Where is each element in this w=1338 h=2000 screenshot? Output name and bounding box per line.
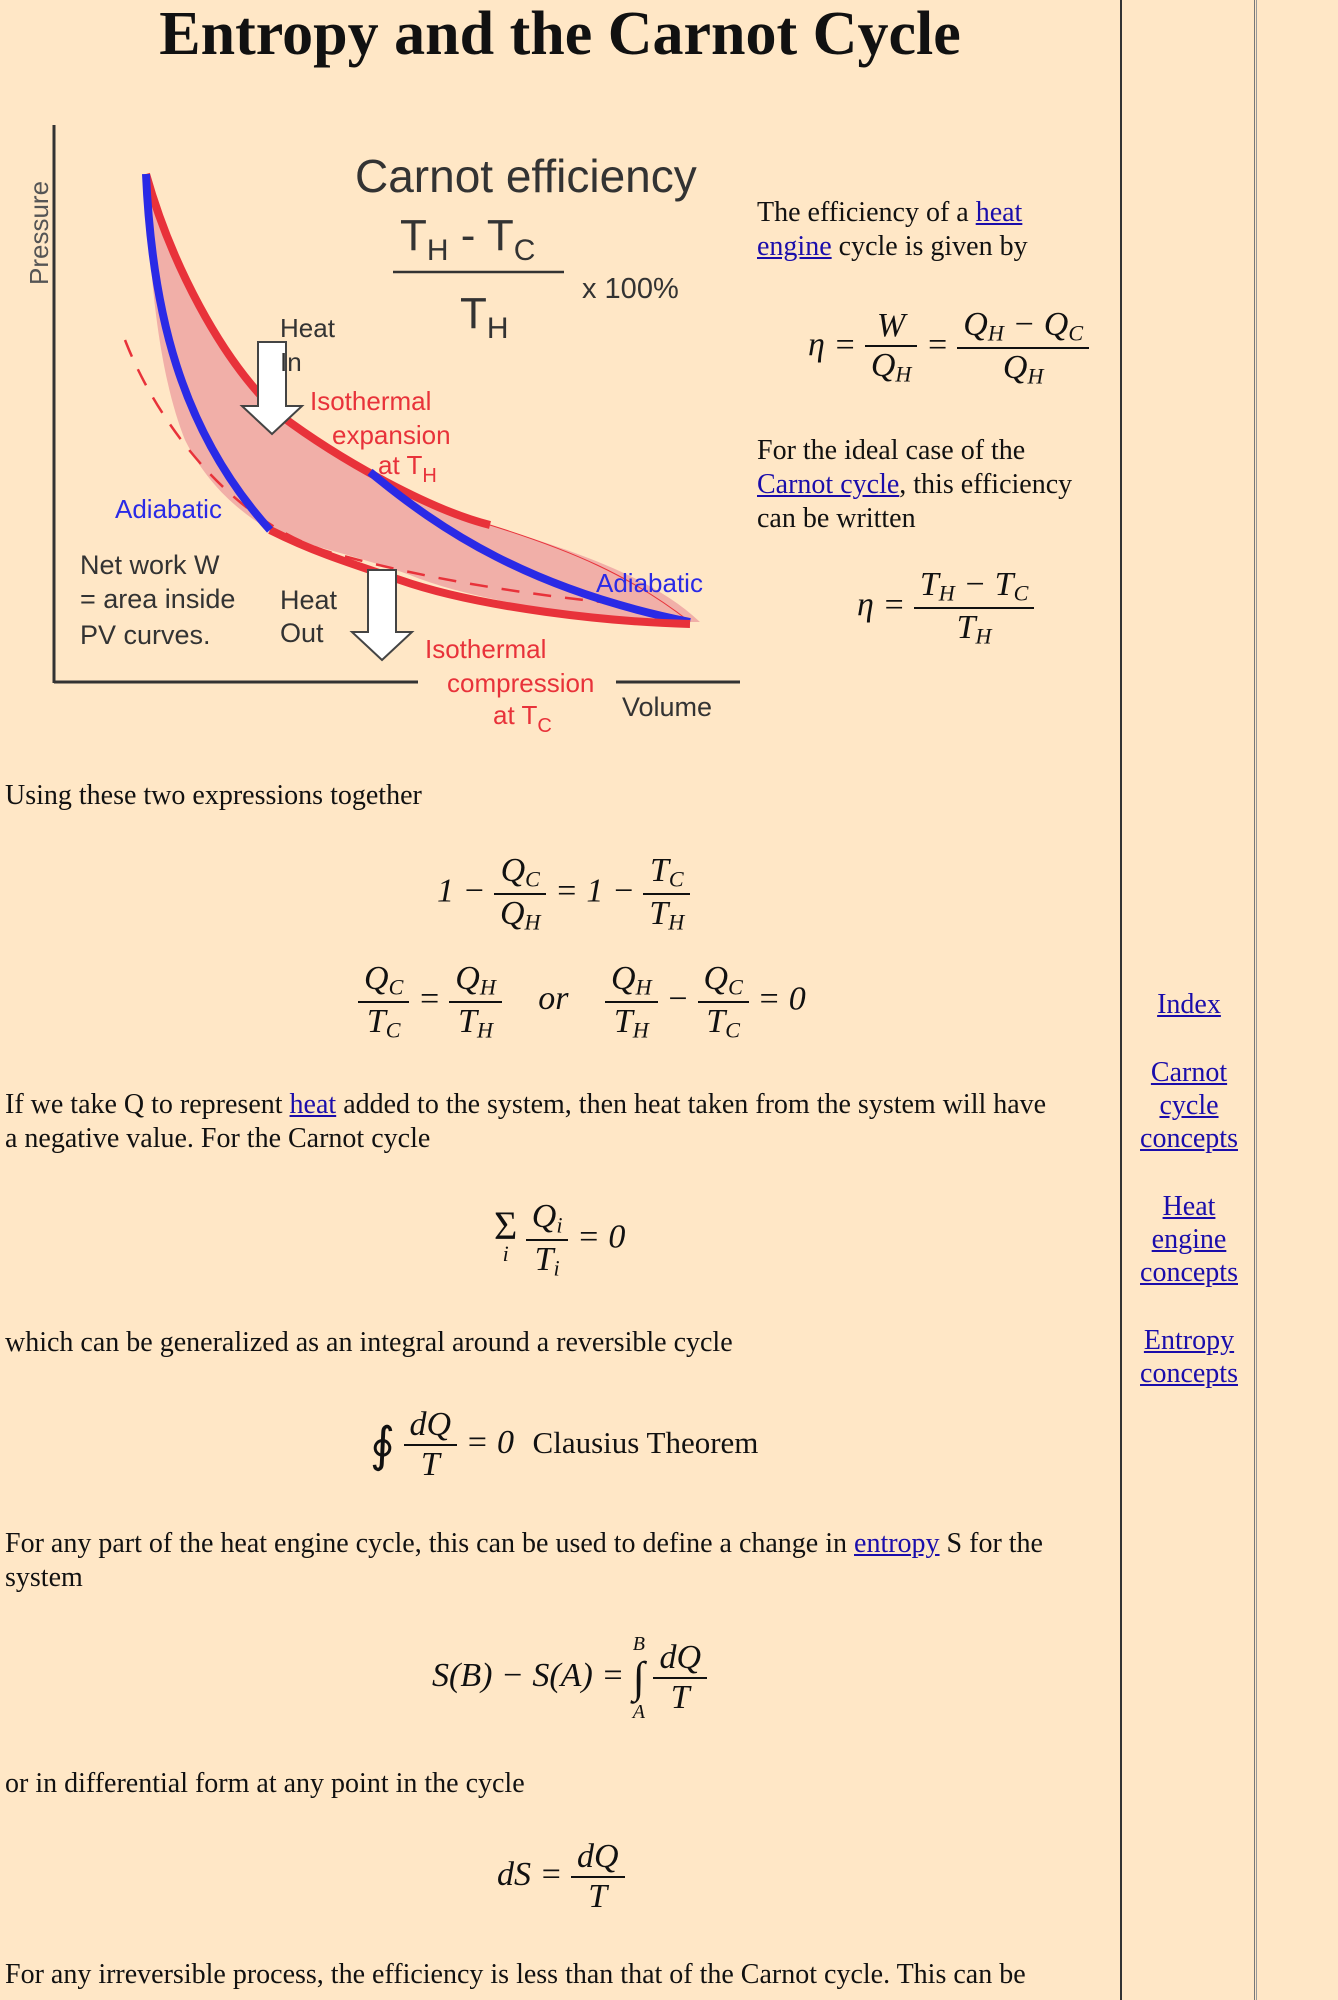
efficiency-intro: The efficiency of a heat engine cycle is given by (757, 197, 1028, 262)
axis-volume-label: Volume (622, 692, 713, 722)
entropy-definition-text: For any part of the heat engine cycle, this can be used to define a change in entropy S for the system (5, 1528, 1043, 1593)
iso-expansion-label-3: at $T_H$ (378, 450, 437, 487)
carnot-cycle-link[interactable]: Carnot cycle (757, 469, 900, 500)
engine-link[interactable]: engine (757, 231, 832, 262)
heat-in-label-1: Heat (280, 313, 335, 343)
sidebar-link-carnot-cycle-concepts[interactable]: Carnot cycle concepts (1140, 1057, 1238, 1154)
iso-compression-label-1: Isothermal (425, 634, 547, 664)
sidebar-link-entropy-concepts[interactable]: Entropy concepts (1140, 1325, 1238, 1389)
efficiency-denominator: $T_H$ (460, 289, 509, 345)
net-work-label-1: Net work W (80, 550, 220, 580)
heat-in-label-2: In (280, 347, 302, 377)
heat-body-link[interactable]: heat (289, 1089, 337, 1120)
efficiency-percent: x 100% (582, 273, 679, 305)
efficiency-title: Carnot efficiency (355, 150, 697, 202)
entropy-link[interactable]: entropy (854, 1528, 940, 1559)
heat-link[interactable]: heat (975, 197, 1023, 228)
adiabatic-right-label: Adiabatic (596, 568, 703, 598)
adiabatic-left-label: Adiabatic (115, 494, 222, 524)
page-title: Entropy and the Carnot Cycle (159, 0, 961, 68)
ratio-equation: $\frac{Q_C}{T_C}$ = $\frac{Q_H}{T_H}$ or $\frac{Q_H}{T_H}$ − $\frac{Q_C}{T_C}$ = 0 (358, 960, 806, 1043)
efficiency-equation: η = $\frac{W}{Q_H}$ = $\frac{Q_H - Q_C}{Q_H}$ (808, 306, 1089, 389)
differential-equation: dS = $\frac{dQ}{T}$ (497, 1838, 625, 1916)
sidebar-link-index[interactable]: Index (1157, 989, 1221, 1020)
iso-expansion-label-1: Isothermal (310, 386, 432, 416)
entropy-change-equation: S(B) − S(A) = B ∫ A $\frac{dQ}{T}$ (432, 1632, 707, 1724)
irreversible-text: For any irreversible process, the efficiency is less than that of the Carnot cycle. This can be (5, 1959, 1026, 1990)
generalized-text: which can be generalized as an integral around a reversible cycle (5, 1327, 733, 1358)
iso-compression-label-3: at $T_C$ (493, 700, 552, 737)
sidebar-link-heat-engine-concepts[interactable]: Heat engine concepts (1140, 1191, 1238, 1288)
heat-sign-text: If we take Q to represent heat added to the system, then heat taken from the system will have a negative value. For the Carnot cycle (5, 1089, 1047, 1154)
net-work-label-3: PV curves. (80, 620, 211, 650)
heat-out-label-2: Out (280, 618, 324, 648)
differential-text: or in differential form at any point in the cycle (5, 1768, 525, 1799)
heat-out-label-1: Heat (280, 585, 338, 615)
axis-pressure-label: Pressure (24, 180, 54, 285)
iso-expansion-label-2: expansion (332, 420, 451, 450)
using-text: Using these two expressions together (5, 780, 422, 811)
efficiency-numerator: $T_H - T_C$ (400, 211, 536, 267)
sum-equation: Σ i $\frac{Q_i}{T_i}$ = 0 (494, 1198, 626, 1281)
iso-compression-label-2: compression (447, 668, 595, 698)
carnot-efficiency-equation: η = $\frac{T_H - T_C}{T_H}$ (857, 566, 1034, 649)
carnot-intro: For the ideal case of the Carnot cycle, this efficiency can be written (757, 435, 1073, 534)
net-work-label-2: = area inside (80, 584, 236, 614)
combined-equation: 1 − $\frac{Q_C}{Q_H}$ = 1 − $\frac{T_C}{T_H}$ (437, 852, 690, 935)
sidebar (1120, 0, 1257, 2000)
clausius-equation: ∮ $\frac{dQ}{T}$ = 0 Clausius Theorem (370, 1406, 759, 1483)
right-frame-strip (1254, 0, 1338, 2000)
carnot-pv-diagram (10, 110, 750, 750)
